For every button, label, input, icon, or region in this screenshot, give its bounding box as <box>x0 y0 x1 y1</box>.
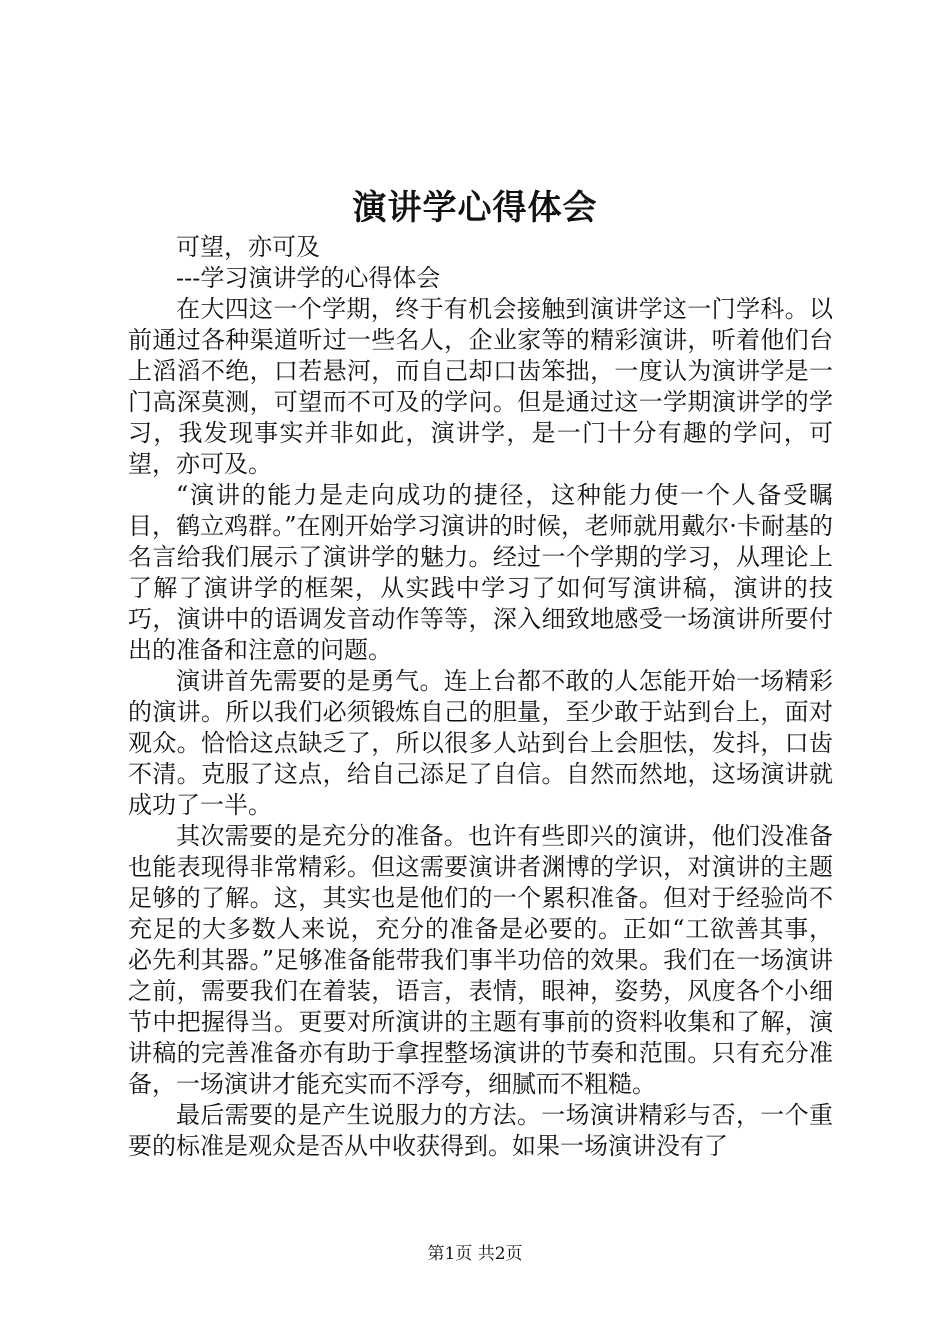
body-paragraph: 最后需要的是产生说服力的方法。一场演讲精彩与否，一个重要的标准是观众是否从中收获得到。如果一场演讲没有了 <box>128 1101 833 1160</box>
document-body <box>128 232 833 1162</box>
body-paragraph: 在大四这一个学期，终于有机会接触到演讲学这一门学科。以前通过各种渠道听过一些名人，企业家等的精彩演讲，听着他们台上滔滔不绝，口若悬河，而自己却口齿笨拙，一度认为演讲学是一门高深莫测，可望而不可及的学问。但是通过这一学期演讲学的学习，我发现事实并非如此，演讲学，是一门十分有趣的学问，可望，亦可及。 <box>128 295 833 478</box>
body-paragraph: 演讲首先需要的是勇气。连上台都不敢的人怎能开始一场精彩的演讲。所以我们必须锻炼自己的胆量，至少敢于站到台上，面对观众。恰恰这点缺乏了，所以很多人站到台上会胆怯，发抖，口齿不清。克服了这点，给自己添足了自信。自然而然地，这场演讲就成功了一半。 <box>128 667 833 819</box>
subtitle-line: 可望，亦可及 <box>176 233 320 261</box>
document-title: 演讲学心得体会 <box>352 188 598 228</box>
subtitle-line: ---学习演讲学的心得体会 <box>176 264 441 292</box>
body-paragraph: 其次需要的是充分的准备。也许有些即兴的演讲，他们没准备也能表现得非常精彩。但这需要演讲者渊博的学识，对演讲的主题足够的了解。这，其实也是他们的一个累积准备。但对于经验尚不充足的大多数人来说，充分的准备是必要的。正如“工欲善其事，必先利其器。”足够准备能带我们事半功倍的效果。我们在一场演讲之前，需要我们在着装，语言，表情，眼神，姿势，风度各个小细节中把握得当。更要对所演讲的主题有事前的资料收集和了解，演讲稿的完善准备亦有助于拿捏整场演讲的节奏和范围。只有充分准备，一场演讲才能充实而不浮夸，细腻而不粗糙。 <box>128 822 833 1098</box>
body-paragraph: “演讲的能力是走向成功的捷径，这种能力使一个人备受瞩目，鹤立鸡群。”在刚开始学习演讲的时候，老师就用戴尔·卡耐基的名言给我们展示了演讲学的魅力。经过一个学期的学习，从理论上了解了演讲学的框架，从实践中学习了如何写演讲稿，演讲的技巧，演讲中的语调发音动作等等，深入细致地感受一场演讲所要付出的准备和注意的问题。 <box>128 481 833 664</box>
page-footer: 第1页 共2页 <box>427 1244 523 1264</box>
